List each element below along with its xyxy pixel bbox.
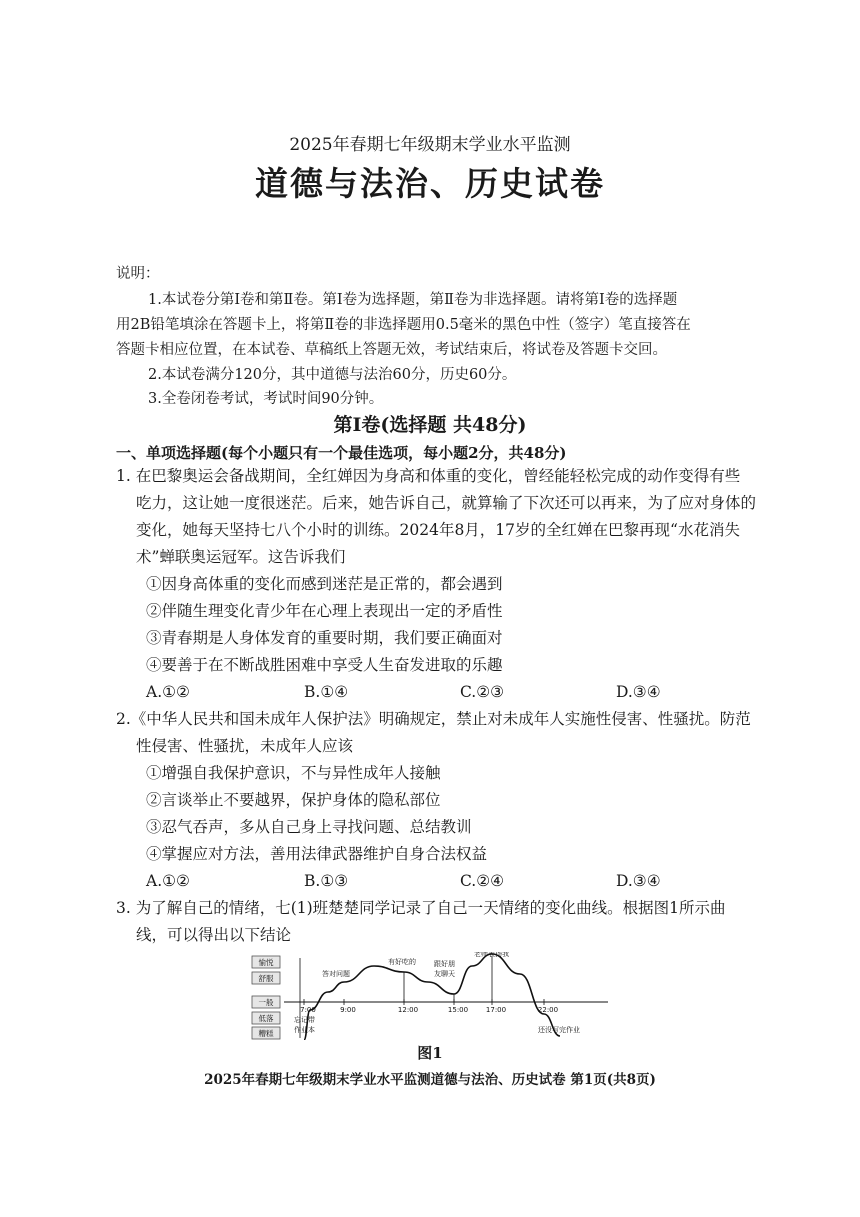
section-heading: 一、单项选择题(每个小题只有一个最佳选项，每小题2分，共48分) (116, 444, 567, 462)
instruction-3: 3.全卷闭卷考试，考试时间90分钟。 (148, 391, 384, 407)
q2-statement-3: ③忍气吞声，多从自己身上寻找问题、总结教训 (146, 818, 472, 836)
figure-caption: 图1 (417, 1044, 443, 1062)
q1-option-c: C.②③ (460, 683, 505, 701)
q1-statement-2: ②伴随生理变化青少年在心理上表现出一定的矛盾性 (146, 602, 503, 620)
annotation-label: 作业本 (294, 1026, 315, 1034)
instruction-2: 2.本试卷满分120分，其中道德与法治60分，历史60分。 (148, 367, 517, 383)
instruction-1-line-2: 用2B铅笔填涂在答题卡上，将第Ⅱ卷的非选择题用0.5毫米的黑色中性（签字）笔直接答在 (116, 317, 691, 333)
q1-option-a: A.①② (146, 683, 190, 701)
exam-title: 道德与法治、历史试卷 (255, 164, 605, 203)
y-level-label: 糟糕 (258, 1029, 274, 1038)
x-tick-label: 22:00 (537, 1006, 559, 1014)
q2-statement-4: ④掌握应对方法，善用法律武器维护自身合法权益 (146, 845, 488, 863)
q2-line-1: 2.《中华人民共和国未成年人保护法》明确规定，禁止对未成年人实施性侵害、性骚扰。防范 (116, 710, 751, 728)
y-level-label: 低落 (258, 1014, 274, 1023)
page-footer: 2025年春期七年级期末学业水平监测道德与法治、历史试卷 第1页(共8页) (204, 1072, 656, 1088)
annotation-label: 有好吃的 (388, 958, 416, 966)
x-tick-label: 17:00 (485, 1006, 507, 1014)
q2-option-c: C.②④ (460, 872, 505, 890)
q2-statement-1: ①增强自我保护意识，不与异性成年人接触 (146, 764, 441, 782)
mood-curve-figure (248, 952, 618, 1040)
mood-curve-chart (248, 952, 618, 1040)
q3-line-2: 线，可以得出以下结论 (136, 926, 292, 944)
q1-statement-3: ③青春期是人身体发育的重要时期，我们要正确面对 (146, 629, 503, 647)
x-tick-label: 12:00 (397, 1006, 419, 1014)
annotation-label: 忘记带 (294, 1016, 315, 1024)
y-level-label: 愉悦 (258, 958, 274, 967)
annotation-label: 跟好朋 (434, 960, 455, 968)
y-level-label: 一般 (258, 998, 274, 1007)
q1-option-d: D.③④ (616, 683, 661, 701)
q1-statement-4: ④要善于在不断战胜困难中享受人生奋发进取的乐趣 (146, 656, 503, 674)
q3-line-1: 3. 为了解自己的情绪，七(1)班楚楚同学记录了自己一天情绪的变化曲线。根据图1所示曲 (116, 899, 726, 917)
q1-statement-1: ①因身高体重的变化而感到迷茫是正常的，都会遇到 (146, 575, 503, 593)
instructions-heading: 说明： (116, 266, 160, 282)
q2-line-2: 性侵害、性骚扰，未成年人应该 (136, 737, 354, 755)
q2-statement-2: ②言谈举止不要越界，保护身体的隐私部位 (146, 791, 441, 809)
y-level-label: 舒服 (258, 974, 274, 983)
exam-subtitle: 2025年春期七年级期末学业水平监测 (289, 135, 571, 155)
x-tick-label: 9:00 (340, 1006, 356, 1014)
annotation-label: 还没写完作业 (538, 1026, 580, 1034)
q2-option-b: B.①③ (304, 872, 349, 890)
q1-line-3: 变化，她每天坚持七八个小时的训练。2024年8月，17岁的全红婵在巴黎再现“水花消失 (136, 521, 740, 539)
annotation-label: 友聊天 (434, 970, 455, 978)
annotation-label: 答对问题 (322, 970, 350, 978)
part-1-title: 第Ⅰ卷(选择题 共48分) (333, 414, 527, 436)
x-tick-label: 15:00 (447, 1006, 469, 1014)
q1-option-b: B.①④ (304, 683, 349, 701)
x-tick-label: 7:00 (300, 1006, 316, 1014)
instruction-1-line-1: 1.本试卷分第Ⅰ卷和第Ⅱ卷。第Ⅰ卷为选择题，第Ⅱ卷为非选择题。请将第Ⅰ卷的选择题 (148, 292, 678, 308)
annotation-label: 老师表扬我 (474, 952, 509, 958)
mood-curve-line (304, 954, 560, 1040)
q2-option-a: A.①② (146, 872, 190, 890)
q1-line-4: 术”蝉联奥运冠军。这告诉我们 (136, 548, 346, 566)
q1-line-2: 吃力，这让她一度很迷茫。后来，她告诉自己，就算输了下次还可以再来，为了应对身体的 (136, 494, 757, 512)
q2-option-d: D.③④ (616, 872, 661, 890)
q1-line-1: 1. 在巴黎奥运会备战期间，全红婵因为身高和体重的变化，曾经能轻松完成的动作变得有些 (116, 467, 741, 485)
instruction-1-line-3: 答题卡相应位置，在本试卷、草稿纸上答题无效，考试结束后，将试卷及答题卡交回。 (116, 342, 667, 358)
